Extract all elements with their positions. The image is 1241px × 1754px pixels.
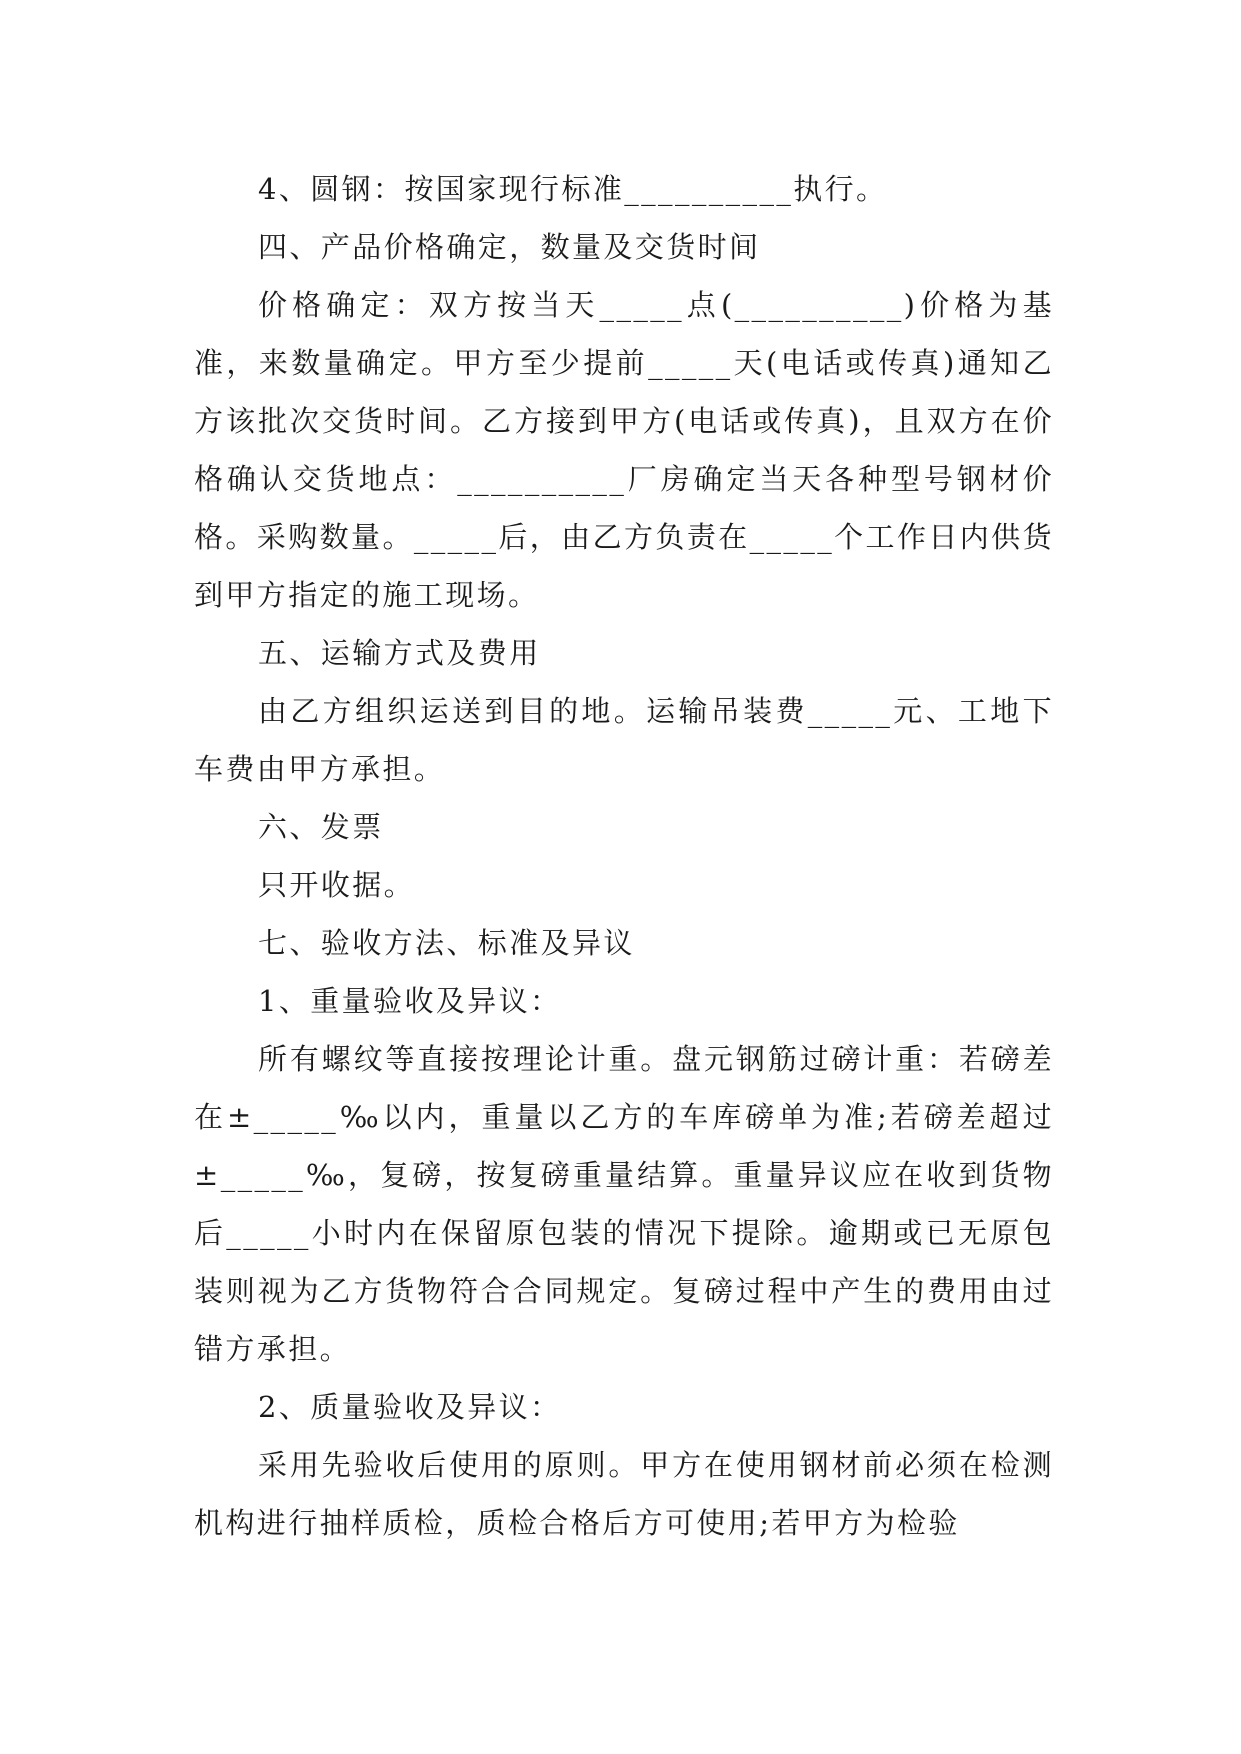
section-heading-price-quantity-delivery: 四、产品价格确定，数量及交货时间 <box>258 230 761 264</box>
subheading-weight-acceptance: 1、重量验收及异议： <box>258 984 562 1018</box>
section-heading-acceptance: 七、验收方法、标准及异议 <box>258 926 635 960</box>
section-heading-transport: 五、运输方式及费用 <box>258 636 541 670</box>
clause-transport-cost: 由乙方组织运送到目的地。运输吊装费_____元、工地下车费由甲方承担。 <box>194 694 1054 786</box>
clause-price-determination: 价格确定：双方按当天_____点(__________)价格为基准，来数量确定。甲方至少提前_____天(电话或传真)通知乙方该批次交货时间。乙方接到甲方(电话或传真)，且双方在价格确认交货地点：__________厂房确定当天各种型号钢材价格。采购数量。_____后，由乙方负责在_____个工作日内供货到甲方指定的施工现场。 <box>194 288 1054 612</box>
clause-weight-acceptance: 所有螺纹等直接按理论计重。盘元钢筋过磅计重：若磅差在±_____‰以内，重量以乙方的车库磅单为准;若磅差超过±_____‰，复磅，按复磅重量结算。重量异议应在收到货物后_____小时内在保留原包装的情况下提除。逾期或已无原包装则视为乙方货物符合合同规定。复磅过程中产生的费用由过错方承担。 <box>194 1042 1054 1366</box>
clause-quality-acceptance: 采用先验收后使用的原则。甲方在使用钢材前必须在检测机构进行抽样质检，质检合格后方可使用;若甲方为检验 <box>194 1448 1054 1540</box>
document-body <box>194 160 1054 1552</box>
section-heading-invoice: 六、发票 <box>258 810 384 844</box>
subheading-quality-acceptance: 2、质量验收及异议： <box>258 1390 562 1424</box>
clause-round-steel-standard: 4、圆钢：按国家现行标准__________执行。 <box>258 172 888 206</box>
clause-invoice: 只开收据。 <box>258 868 416 902</box>
